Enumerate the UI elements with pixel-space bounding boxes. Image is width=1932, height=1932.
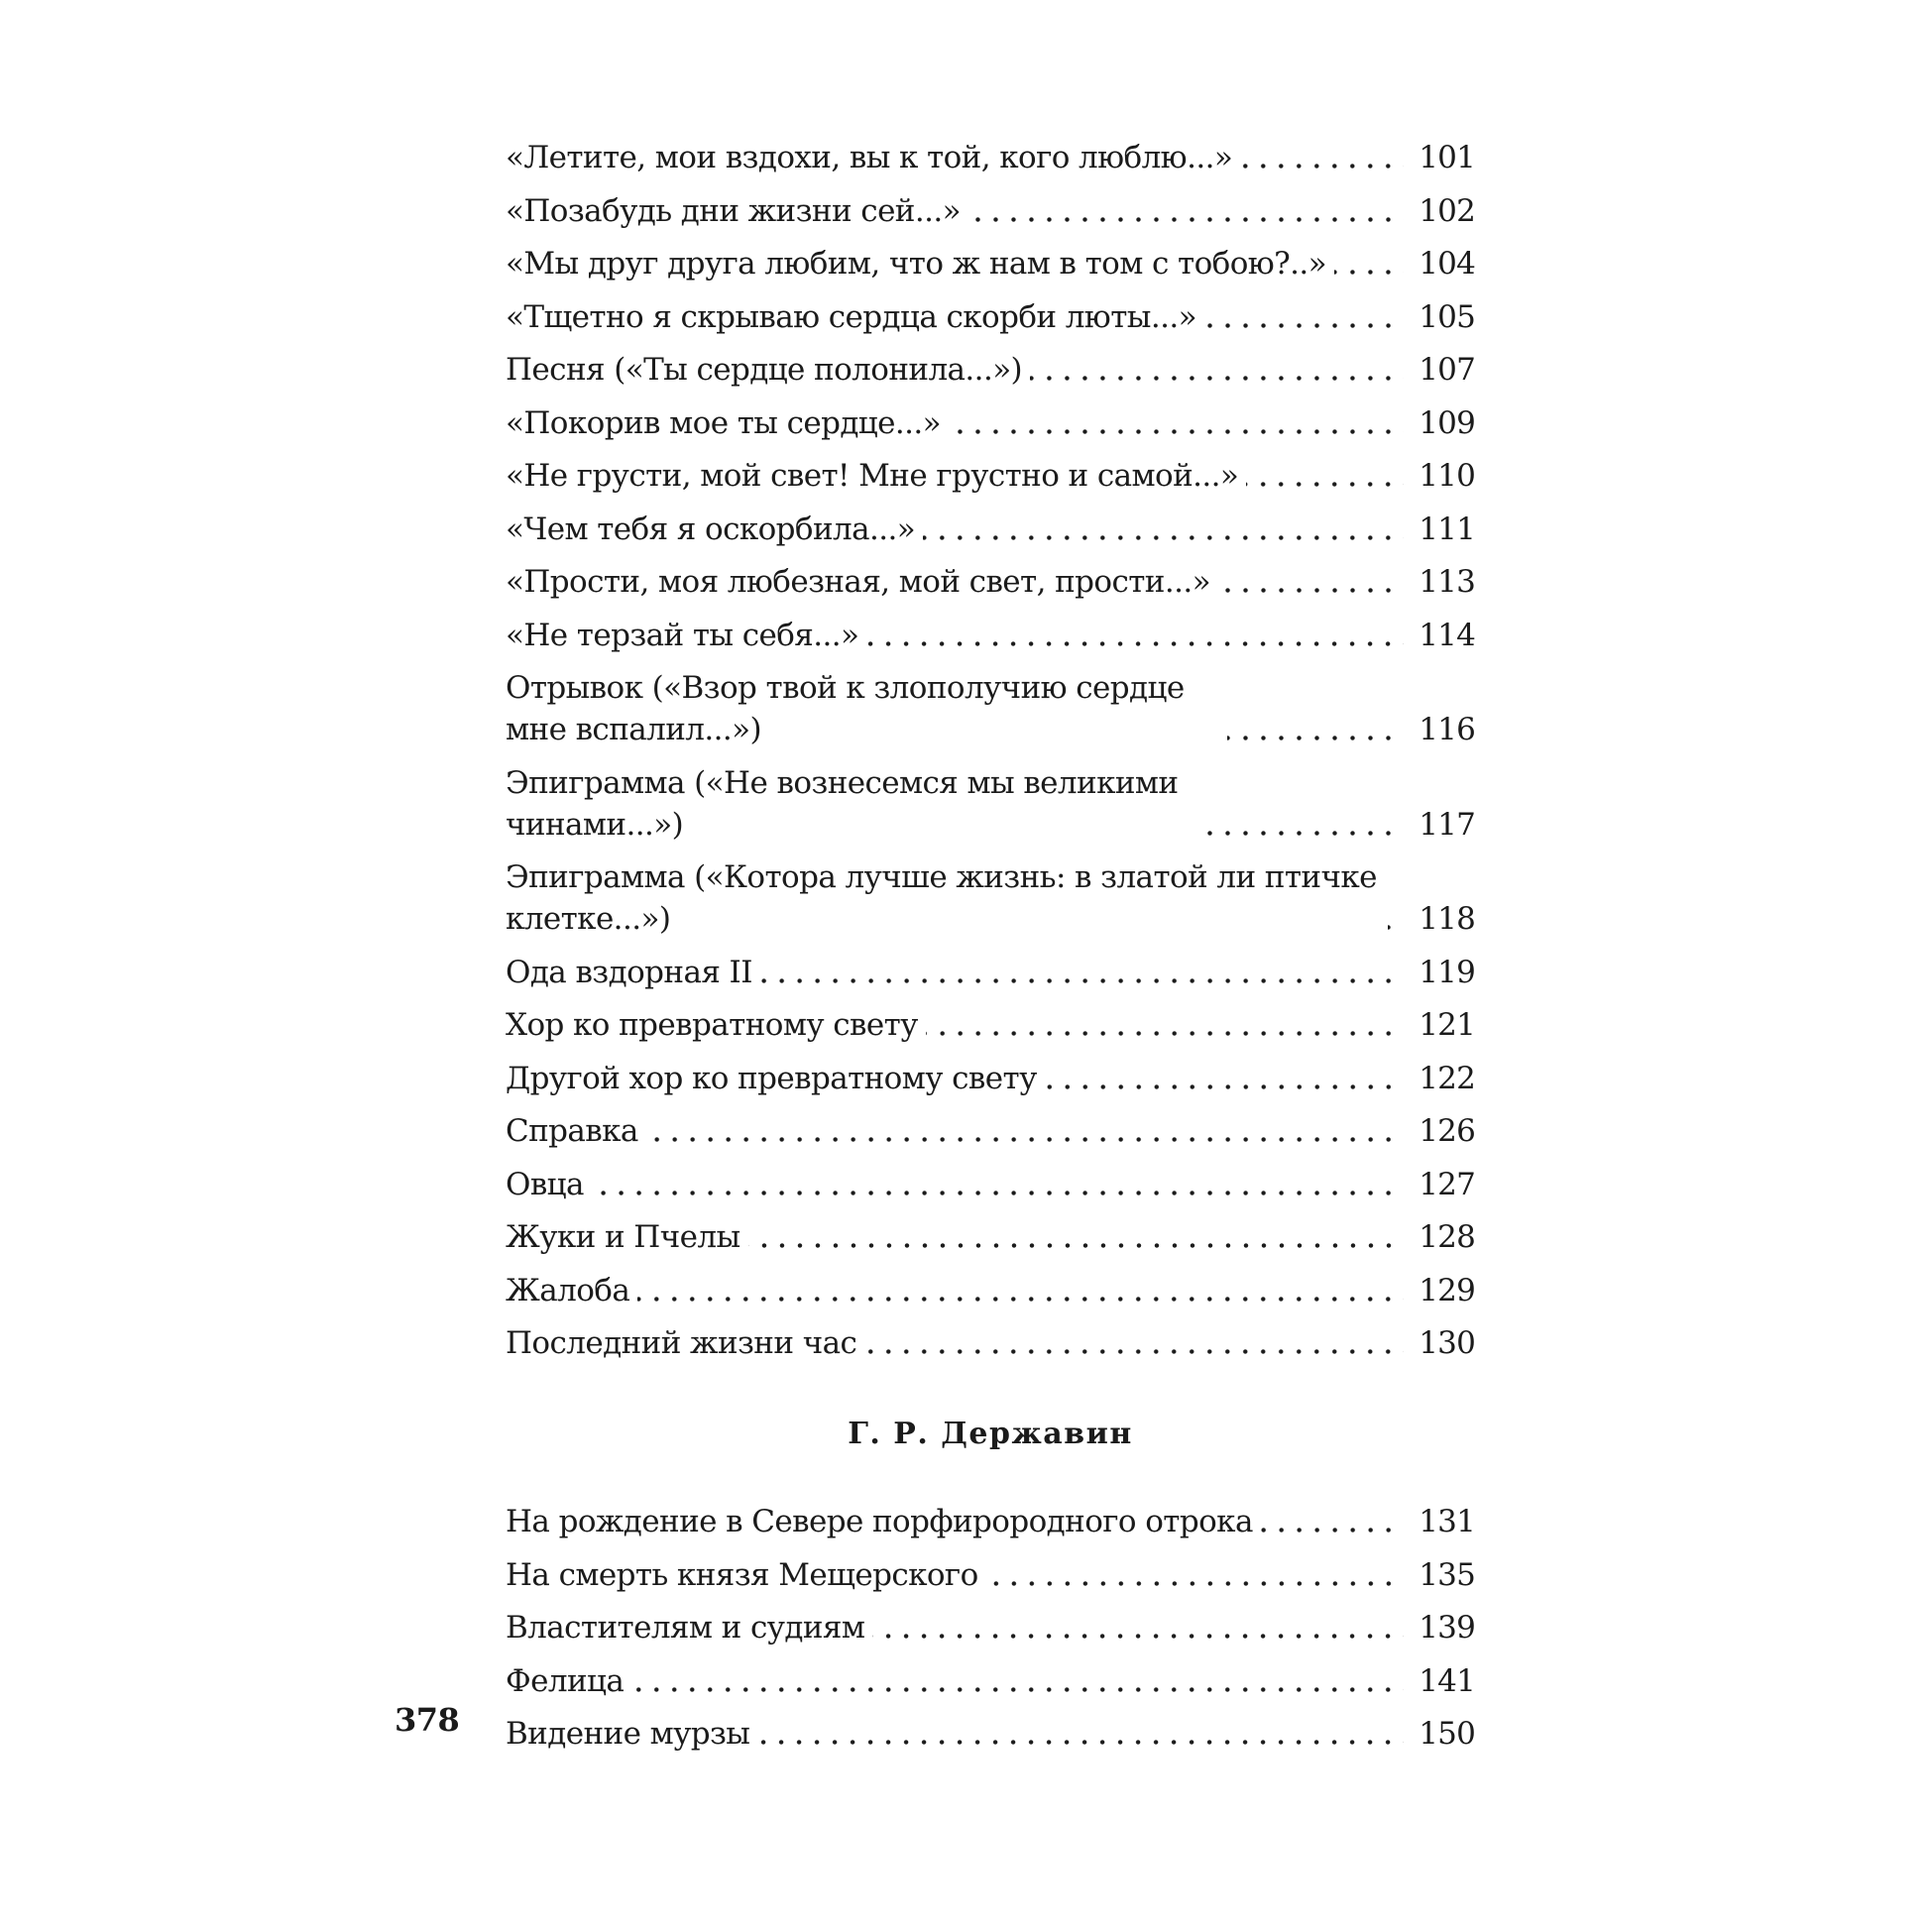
- toc-entry: [506, 243, 1475, 284]
- toc-entry-page: 130: [1419, 1325, 1475, 1361]
- toc-entry-page: 119: [1419, 954, 1475, 990]
- dot-leader: [748, 1216, 1408, 1258]
- toc-entry: [506, 952, 1475, 993]
- toc-entry-page: 105: [1419, 298, 1475, 335]
- toc-entry-title: Видение мурзы: [506, 1713, 757, 1755]
- toc-entry-title: «Прости, моя любезная, мой свет, прости...»: [506, 561, 1218, 603]
- dot-leader: [872, 1607, 1408, 1648]
- toc-entry-title: «Не терзай ты себя...»: [506, 615, 866, 656]
- toc-entry-title: Жалоба: [506, 1270, 637, 1311]
- dot-leader: [923, 509, 1408, 550]
- toc-entry-page: 116: [1419, 712, 1475, 747]
- toc-entry-title: Хор ко превратному свету: [506, 1004, 926, 1046]
- toc-list: [506, 1501, 1475, 1766]
- toc-entry-page: 101: [1419, 140, 1475, 175]
- toc-entry-page: 139: [1419, 1610, 1475, 1646]
- dot-leader: [760, 952, 1408, 993]
- dot-leader: [1334, 243, 1408, 284]
- dot-leader: [631, 1660, 1408, 1702]
- dot-leader: [1207, 804, 1408, 846]
- toc-entry-title: Властителям и судиям: [506, 1607, 872, 1648]
- toc-entry: [506, 137, 1475, 178]
- dot-leader: [1045, 1058, 1408, 1099]
- toc-entry: [506, 1322, 1475, 1364]
- dot-leader: [592, 1164, 1408, 1205]
- toc-entry-title: «Покорив мое ты сердце...»: [506, 402, 949, 444]
- toc-entry-title: Эпиграмма («Не вознесемся мы великими чинами...»): [506, 762, 1207, 846]
- toc-entry: [506, 1058, 1475, 1099]
- dot-leader: [1246, 455, 1408, 497]
- toc-entry-title: Ода вздорная II: [506, 952, 760, 993]
- toc-entry-title: «Тщетно я скрываю сердца скорби люты...»: [506, 296, 1204, 338]
- dot-leader: [757, 1713, 1408, 1755]
- toc-entry: [506, 1607, 1475, 1648]
- toc-entry-page: 129: [1419, 1272, 1475, 1308]
- toc-entry-title: Песня («Ты сердце полонила...»): [506, 349, 1030, 391]
- toc-entry: [506, 561, 1475, 603]
- toc-entry: [506, 1164, 1475, 1205]
- toc-entry: [506, 1660, 1475, 1702]
- dot-leader: [864, 1322, 1408, 1364]
- toc-entry: [506, 1713, 1475, 1755]
- dot-leader: [1261, 1501, 1408, 1542]
- toc-entry-page: 127: [1419, 1166, 1475, 1202]
- toc-entry-title: Фелица: [506, 1660, 631, 1702]
- dot-leader: [1204, 296, 1408, 338]
- toc-entry: [506, 856, 1475, 940]
- toc-entry: [506, 296, 1475, 338]
- toc-entry: [506, 349, 1475, 391]
- toc-entry-page: 104: [1419, 246, 1475, 282]
- toc-entry: [506, 190, 1475, 232]
- dot-leader: [1030, 349, 1408, 391]
- toc-entry-page: 102: [1419, 192, 1475, 229]
- toc-entry-page: 128: [1419, 1219, 1475, 1255]
- toc-entry-page: 122: [1419, 1060, 1475, 1096]
- toc-entry-page: 121: [1419, 1007, 1475, 1043]
- toc-list: [506, 137, 1475, 1376]
- toc-entry-title: На смерть князя Мещерского: [506, 1554, 986, 1596]
- toc-entry-title: «Чем тебя я оскорбила...»: [506, 509, 923, 550]
- page-number: 378: [395, 1701, 460, 1739]
- dot-leader: [1240, 137, 1408, 178]
- toc-entry-title: «Позабудь дни жизни сей...»: [506, 190, 968, 232]
- toc-entry-title: «Не грусти, мой свет! Мне грустно и самой...»: [506, 455, 1246, 497]
- toc-entry-title: Справка: [506, 1110, 646, 1152]
- toc-entry-page: 131: [1419, 1504, 1475, 1539]
- dot-leader: [986, 1554, 1408, 1596]
- toc-entry-title: Отрывок («Взор твой к злополучию сердце мне вспалил...»): [506, 667, 1227, 750]
- dot-leader: [1388, 898, 1408, 940]
- toc-entry-page: 135: [1419, 1556, 1475, 1593]
- toc-entry: [506, 1216, 1475, 1258]
- dot-leader: [637, 1270, 1408, 1311]
- dot-leader: [1218, 561, 1408, 603]
- toc-entry-page: 113: [1419, 564, 1475, 600]
- toc-entry-page: 118: [1419, 901, 1475, 937]
- toc-entry-title: На рождение в Севере порфирородного отрока: [506, 1501, 1261, 1542]
- toc-entry: [506, 509, 1475, 550]
- toc-entry-page: 126: [1419, 1113, 1475, 1149]
- toc-entry: [506, 1270, 1475, 1311]
- toc-entry-page: 117: [1419, 806, 1475, 843]
- toc-entry: [506, 762, 1475, 846]
- toc-entry-title: «Мы друг друга любим, что ж нам в том с тобою?..»: [506, 243, 1334, 284]
- toc-entry: [506, 1501, 1475, 1542]
- toc-entry: [506, 1004, 1475, 1046]
- toc-entry: [506, 1110, 1475, 1152]
- dot-leader: [968, 190, 1408, 232]
- toc-entry-title: Жуки и Пчелы: [506, 1216, 748, 1258]
- toc-entry-page: 109: [1419, 404, 1475, 441]
- dot-leader: [1227, 709, 1408, 750]
- toc-entry-title: Эпиграмма («Котора лучше жизнь: в златой ли птичке клетке...»): [506, 856, 1388, 940]
- dot-leader: [949, 402, 1408, 444]
- toc-entry-page: 150: [1419, 1716, 1475, 1752]
- toc-entry-page: 114: [1419, 617, 1475, 653]
- toc-entry-page: 141: [1419, 1662, 1475, 1699]
- toc-entry-page: 107: [1419, 352, 1475, 388]
- toc-entry: [506, 1554, 1475, 1596]
- toc-entry-title: «Летите, мои вздохи, вы к той, кого люблю...»: [506, 137, 1240, 178]
- dot-leader: [646, 1110, 1408, 1152]
- toc-entry: [506, 615, 1475, 656]
- author-heading: Г. Р. Державин: [848, 1417, 1133, 1451]
- toc-entry: [506, 402, 1475, 444]
- toc-entry: [506, 455, 1475, 497]
- toc-entry: [506, 667, 1475, 750]
- dot-leader: [926, 1004, 1408, 1046]
- toc-entry-title: Последний жизни час: [506, 1322, 864, 1364]
- toc-entry-page: 111: [1419, 511, 1475, 547]
- toc-entry-title: Другой хор ко превратному свету: [506, 1058, 1045, 1099]
- dot-leader: [866, 615, 1408, 656]
- toc-entry-title: Овца: [506, 1164, 592, 1205]
- toc-entry-page: 110: [1419, 458, 1475, 494]
